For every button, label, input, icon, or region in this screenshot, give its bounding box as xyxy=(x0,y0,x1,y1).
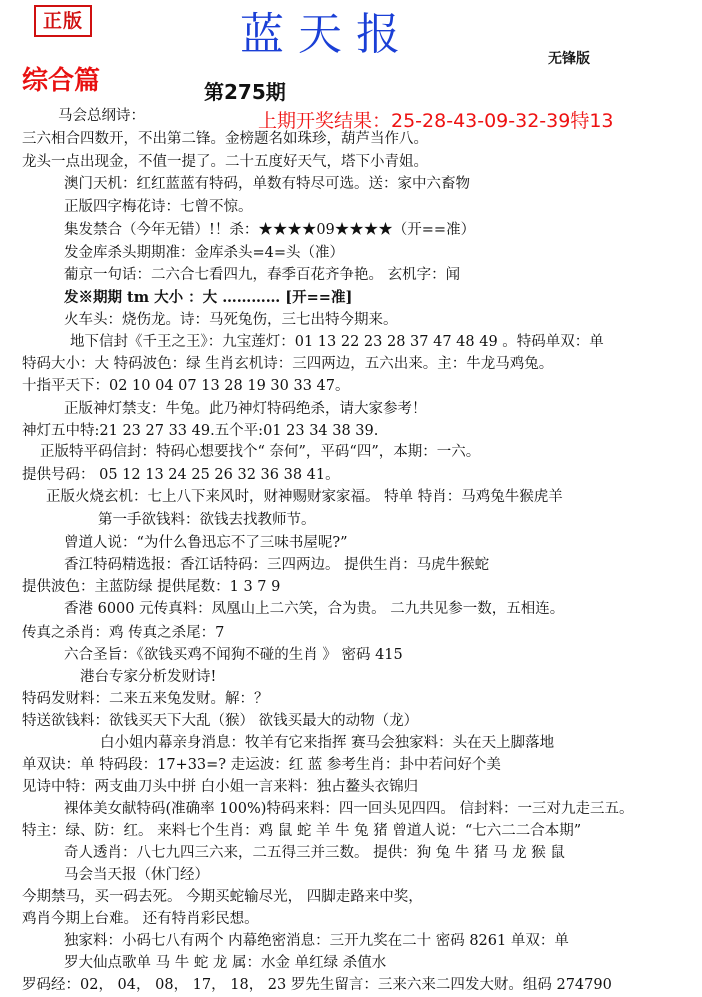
text-line: 提供波色：主蓝防绿 提供尾数：1 3 7 9 xyxy=(22,579,281,595)
text-line: 裸体美女献特码(准确率 100%)特码来料：四一回头见四四。 信封料：一三对九走三五。 xyxy=(64,801,634,817)
edition-subtitle: 无锋版 xyxy=(548,51,590,67)
text-line: 香港 6000 元传真料：凤凰山上二六笑，合为贵。 二九共见参一数，五相连。 xyxy=(64,601,565,617)
text-line: 正版神灯禁支：牛兔。此乃神灯特码绝杀，请大家参考！ xyxy=(64,401,427,417)
text-line: 奇人透肖：八七九四三六来，二五得三并三数。 提供：狗 兔 牛 猪 马 龙 猴 鼠 xyxy=(64,845,565,861)
text-line: 罗大仙点歌单 马 牛 蛇 龙 属：水金 单红绿 杀值水 xyxy=(64,955,387,971)
text-line: 香江特码精选报：香江话特码：三四两边。 提供生肖：马虎牛猴蛇 xyxy=(64,557,490,573)
text-line: 单双诀：单 特码段：17+33=? 走运波：红 蓝 参考生肖：卦中若问好个美 xyxy=(22,757,501,773)
text-line: 见诗中特：两支曲刀头中拼 白小姐一言来料：独占鳌头衣锦归 xyxy=(22,779,419,795)
section-heading: 综合篇 xyxy=(22,66,101,96)
text-line: 神灯五中特:21 23 27 33 49.五个平:01 23 34 38 39. xyxy=(22,423,379,439)
text-line: 罗码经：02， 04， 08， 17， 18， 23 罗先生留言：三来六来二四发大财。组码 274790 xyxy=(22,977,612,993)
text-line: 十指平天下：02 10 04 07 13 28 19 30 33 47。 xyxy=(22,378,350,394)
issue-number: 第275期 xyxy=(204,80,286,104)
text-line: 鸡肖今期上台难。 还有特肖彩民想。 xyxy=(22,911,259,927)
text-line: 六合圣旨：《欲钱买鸡不闻狗不碰的生肖 》 密码 415 xyxy=(64,647,403,663)
text-line: 第一手欲钱料：欲钱去找教师节。 xyxy=(98,512,316,528)
text-line: 今期禁马，买一码去死。 今期买蛇输尽光， 四脚走路来中奖， xyxy=(22,889,423,905)
text-line: 三六相合四数开，不出第二锋。金榜题名如珠珍，葫芦当作八。 xyxy=(22,131,428,147)
text-line: 特送欲钱料：欲钱买天下大乱（猴） 欲钱买最大的动物（龙） xyxy=(22,713,419,729)
text-line: 特码发财料：二来五来兔发财。解：？ xyxy=(22,691,269,707)
text-line: 特码大小：大 特码波色：绿 生肖玄机诗：三四两边，五六出来。主：牛龙马鸡兔。 xyxy=(22,356,554,372)
text-line: 传真之杀肖：鸡 传真之杀尾：7 xyxy=(22,625,225,641)
text-line: 曾道人说：“为什么鲁迅忘不了三味书屋呢?” xyxy=(64,535,348,551)
text-line: 港台专家分析发财诗! xyxy=(80,669,217,685)
text-line: 正版火烧玄机：七上八下来风时，财神赐财家家福。 特单 特肖：马鸡兔牛猴虎羊 xyxy=(46,489,563,505)
text-line: 澳门天机：红红蓝蓝有特码，单数有特尽可选。送：家中六畜物 xyxy=(64,176,470,192)
text-line: 发※期期 tm 大小 ：大 ………… [开==准] xyxy=(64,289,353,306)
previous-draw-results: 上期开奖结果：25-28-43-09-32-39特13 xyxy=(258,110,614,132)
text-line: 地下信封《千王之王》：九宝莲灯：01 13 22 23 28 37 47 48 49 。特码单双：单 xyxy=(70,334,604,350)
text-line: 火车头：烧伤龙。诗：马死兔伤，三七出特今期来。 xyxy=(64,312,398,328)
text-line: 特主：绿、防：红。 来料七个生肖：鸡 鼠 蛇 羊 牛 兔 猪 曾道人说：“七六二二合本期” xyxy=(22,823,582,839)
text-line: 提供号码： 05 12 13 24 25 26 32 36 38 41。 xyxy=(22,467,340,483)
text-line: 马会总纲诗： xyxy=(58,108,145,124)
text-line: 正版四字梅花诗：七曾不惊。 xyxy=(64,199,253,215)
text-line: 葡京一句话：二六合七看四九，春季百花齐争艳。 玄机字：闻 xyxy=(64,267,461,283)
text-line: 白小姐内幕亲身消息：牧羊有它来指挥 赛马会独家料：头在天上脚落地 xyxy=(100,735,555,751)
text-line: 正版特平码信封：特码心想要找个“ 奈何”，平码“四”，本期：一六。 xyxy=(40,444,481,460)
text-line: 独家料：小码七八有两个 内幕绝密消息：三开九奖在二十 密码 8261 单双：单 xyxy=(64,933,569,949)
text-line: 发金库杀头期期准：金库杀头=4=头（准） xyxy=(64,245,345,261)
text-line: 马会当天报（休门经） xyxy=(64,867,209,883)
text-line: 龙头一点出现金，不值一提了。二十五度好天气，塔下小青姐。 xyxy=(22,154,428,170)
text-line: 集发禁合（今年无错）!！杀：★★★★09★★★★（开==准） xyxy=(64,222,476,238)
newspaper-title: 蓝天报 xyxy=(240,9,414,60)
authentic-badge: 正版 xyxy=(34,5,92,37)
